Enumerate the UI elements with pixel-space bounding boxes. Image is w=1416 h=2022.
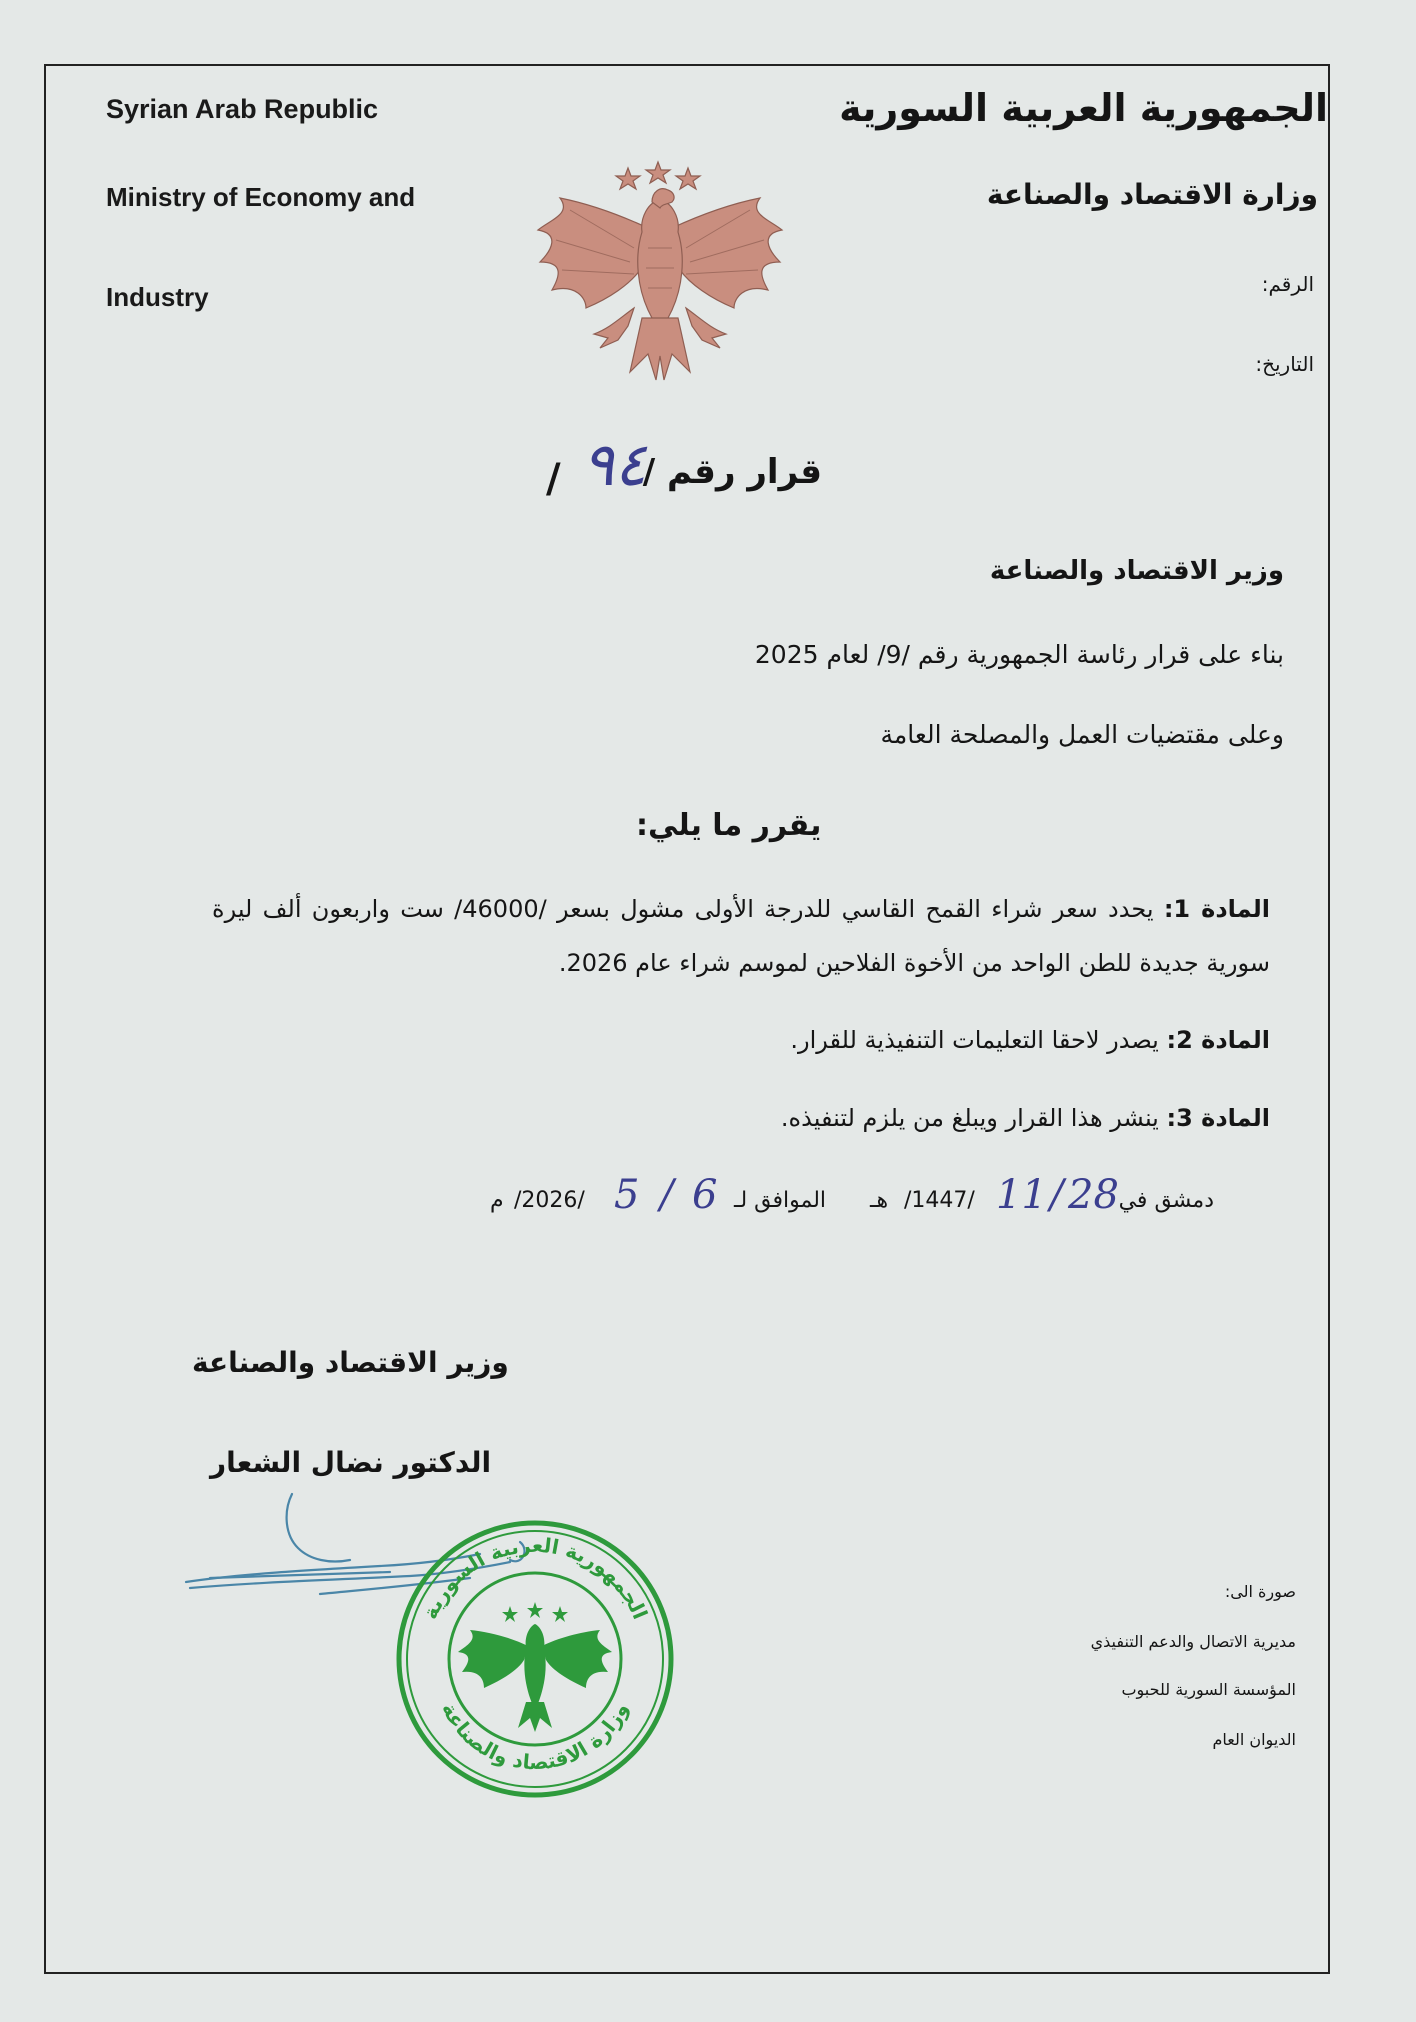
date-greg-suffix: م	[490, 1188, 504, 1213]
eagle-emblem	[530, 158, 790, 388]
decision-title: قرار رقم /	[642, 452, 822, 492]
article-3-text: ينشر هذا القرار ويبلغ من يلزم لتنفيذه.	[780, 1104, 1159, 1132]
header-number-label: الرقم:	[1261, 272, 1314, 296]
date-greg-day: 6	[692, 1172, 718, 1218]
official-seal	[394, 1518, 676, 1800]
signature-name: الدكتور نضال الشعار	[210, 1446, 492, 1479]
date-hijri-year: /1447/	[904, 1188, 975, 1213]
date-hijri-month: 11	[996, 1172, 1047, 1218]
preamble-minister: وزير الاقتصاد والصناعة	[989, 556, 1284, 586]
decision-trailing-slash: /	[546, 456, 561, 502]
preamble-basis: بناء على قرار رئاسة الجمهورية رقم /9/ لعام 2025	[754, 640, 1284, 669]
date-greg-month: 5	[614, 1172, 640, 1218]
seal-stamp-icon	[394, 1518, 676, 1800]
date-hijri-slash1: /	[1050, 1172, 1064, 1218]
date-prefix: دمشق في	[1118, 1188, 1214, 1213]
signature-title: وزير الاقتصاد والصناعة	[192, 1346, 509, 1379]
eagle-icon	[530, 158, 790, 388]
article-3	[781, 1104, 1270, 1132]
date-greg-year: /2026/	[514, 1188, 585, 1213]
copies-item-2: المؤسسة السورية للحبوب	[1121, 1680, 1296, 1699]
copies-item-1: مديرية الاتصال والدعم التنفيذي	[1090, 1632, 1296, 1651]
header-ar-line2: وزارة الاقتصاد والصناعة	[986, 178, 1318, 211]
seal-bottom-text: وزارة الاقتصاد والصناعة	[437, 1698, 633, 1775]
article-3-label: المادة 3:	[1166, 1104, 1270, 1132]
seal-top-text: الجمهورية العربية السورية	[417, 1532, 653, 1623]
date-corresponding: الموافق لـ	[734, 1188, 827, 1213]
decision-number-handwritten: ٩٤	[582, 430, 647, 500]
article-2	[790, 1026, 1270, 1054]
date-greg-slash1: /	[660, 1172, 674, 1218]
header-ar-line1: الجمهورية العربية السورية	[839, 86, 1328, 130]
header-en-line1: Syrian Arab Republic	[106, 94, 379, 124]
header-date-label: التاريخ:	[1255, 352, 1314, 376]
article-1-text: يحدد سعر شراء القمح القاسي للدرجة الأولى مشول بسعر /46000/ ست واربعون ألف ليرة سورية جديدة للطن الواحد من الأخوة الفلاحين لموسم شراء عام 2026.	[212, 895, 1270, 977]
preamble-requirements: وعلى مقتضيات العمل والمصلحة العامة	[880, 720, 1284, 749]
copies-label: صورة الى:	[1224, 1582, 1296, 1601]
date-hijri-suffix: هـ	[870, 1188, 889, 1213]
copies-item-3: الديوان العام	[1212, 1730, 1296, 1749]
date-hijri-day: 28	[1068, 1172, 1119, 1218]
header-en-line3: Industry	[106, 282, 209, 312]
article-2-text: يصدر لاحقا التعليمات التنفيذية للقرار.	[790, 1026, 1159, 1054]
decides-heading: يقرر ما يلي:	[636, 808, 822, 843]
article-1	[212, 882, 1270, 990]
header-en-line2: Ministry of Economy and	[106, 182, 416, 212]
article-1-label: المادة 1:	[1163, 895, 1270, 923]
article-2-label: المادة 2:	[1166, 1026, 1270, 1054]
